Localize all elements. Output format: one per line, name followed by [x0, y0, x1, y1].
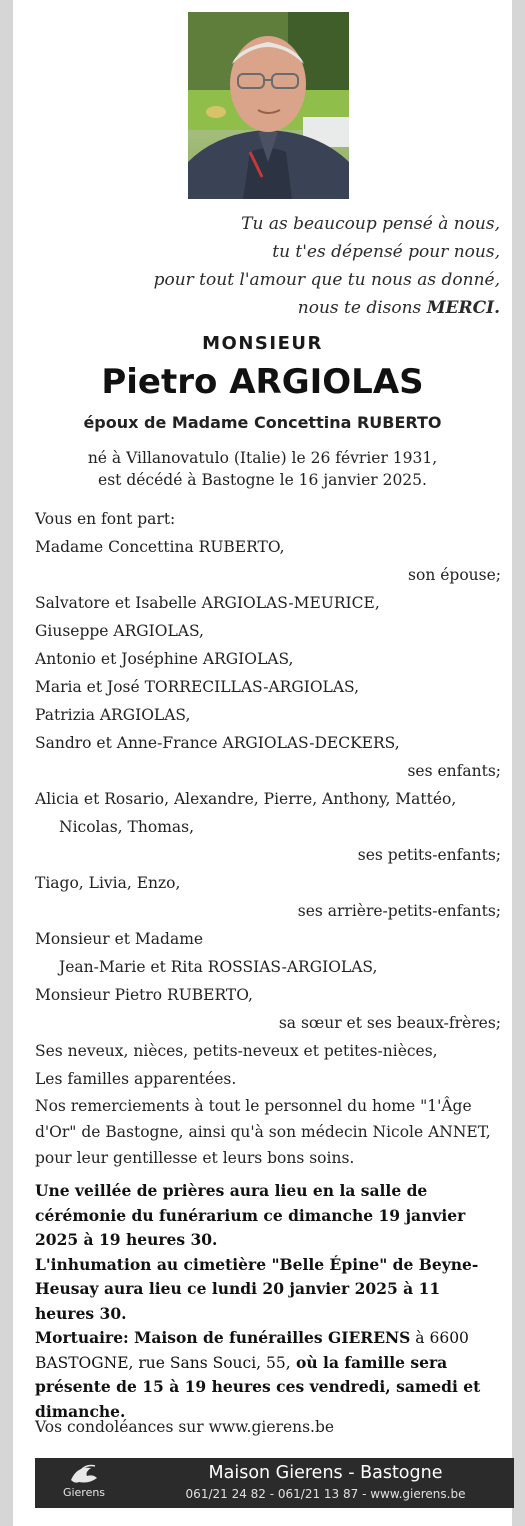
gierens-logo — [49, 1462, 119, 1506]
poem-line: Tu as beaucoup pensé à nous, — [241, 214, 500, 234]
family-member: Antonio et Joséphine ARGIOLAS, — [35, 650, 294, 668]
poem-merci: MERCI. — [426, 298, 500, 318]
family-member: Monsieur et Madame — [35, 930, 204, 948]
funeral-home-contact: 061/21 24 82 - 061/21 13 87 - www.gierens.be — [185, 1487, 466, 1501]
birth-death-info — [13, 447, 512, 491]
mortuary-address: à 6600 BASTOGNE, rue Sans Souci, 55, — [35, 1329, 469, 1372]
poem — [60, 210, 500, 322]
family-member: Sandro et Anne-France ARGIOLAS-DECKERS, — [35, 734, 400, 752]
mortuary-info — [35, 1326, 501, 1424]
poem-line — [60, 294, 500, 322]
death-line: est décédé à Bastogne le 16 janvier 2025. — [98, 471, 427, 489]
vigil-info: Une veillée de prières aura lieu en la salle de cérémonie du funérarium ce dimanche 19 janvier 2025 à 19 heures 30. — [35, 1181, 466, 1249]
intro-line: Vous en font part: — [35, 510, 176, 528]
funeral-home-banner — [35, 1458, 514, 1508]
family-role: son épouse; — [408, 566, 501, 584]
family-role: sa sœur et ses beaux-frères; — [278, 1014, 501, 1032]
family-role: ses enfants; — [407, 762, 501, 780]
family-member: Monsieur Pietro RUBERTO, — [35, 986, 253, 1004]
family-member: Les familles apparentées. — [35, 1070, 237, 1088]
family-member: Giuseppe ARGIOLAS, — [35, 622, 204, 640]
family-member: Ses neveux, nièces, petits-neveux et petites-nièces, — [35, 1042, 438, 1060]
presence-info: où la famille sera présente de 15 à 19 heures ces vendredi, samedi et dimanche. — [35, 1352, 481, 1421]
birth-line: né à Villanovatulo (Italie) le 26 février 1931, — [87, 449, 438, 467]
family-member: Salvatore et Isabelle ARGIOLAS-MEURICE, — [35, 594, 380, 612]
family-member: Tiago, Livia, Enzo, — [35, 874, 181, 892]
poem-line: tu t'es dépensé pour nous, — [272, 242, 500, 262]
family-member: Maria et José TORRECILLAS-ARGIOLAS, — [35, 678, 360, 696]
family-list — [35, 505, 501, 1171]
family-member: Madame Concettina RUBERTO, — [35, 538, 285, 556]
burial-info: L'inhumation au cimetière "Belle Épine" de Beyne-Heusay aura lieu ce lundi 20 janvier 2025 à 11 heures 30. — [35, 1254, 479, 1323]
honorific: MONSIEUR — [202, 333, 323, 354]
portrait-photo — [188, 12, 349, 199]
deceased-name: Pietro ARGIOLAS — [101, 362, 424, 402]
dove-icon — [67, 1462, 101, 1488]
family-member: Patrizia ARGIOLAS, — [35, 706, 191, 724]
family-member: Alicia et Rosario, Alexandre, Pierre, Anthony, Mattéo, — [35, 790, 457, 808]
condolences-line: Vos condoléances sur www.gierens.be — [35, 1418, 335, 1436]
funeral-home-title: Maison Gierens - Bastogne — [208, 1463, 443, 1483]
funeral-info — [35, 1179, 501, 1424]
family-role: ses petits-enfants; — [357, 846, 501, 864]
family-member: Jean-Marie et Rita ROSSIAS-ARGIOLAS, — [59, 958, 378, 976]
spouse-line: époux de Madame Concettina RUBERTO — [83, 413, 442, 432]
poem-line: pour tout l'amour que tu nous as donné, — [153, 270, 500, 290]
family-role: ses arrière-petits-enfants; — [297, 902, 501, 920]
mortuary-name: Mortuaire: Maison de funérailles GIERENS — [35, 1328, 411, 1347]
logo-text: Gierens — [62, 1486, 106, 1499]
thanks-paragraph: Nos remerciements à tout le personnel du home "1'Âge d'Or" de Bastogne, ainsi qu'à son médecin Nicole ANNET, pour leur gentillesse et leurs bons soins. — [35, 1097, 491, 1167]
family-member: Nicolas, Thomas, — [59, 818, 195, 836]
poem-line-prefix: nous te disons — [297, 298, 427, 318]
